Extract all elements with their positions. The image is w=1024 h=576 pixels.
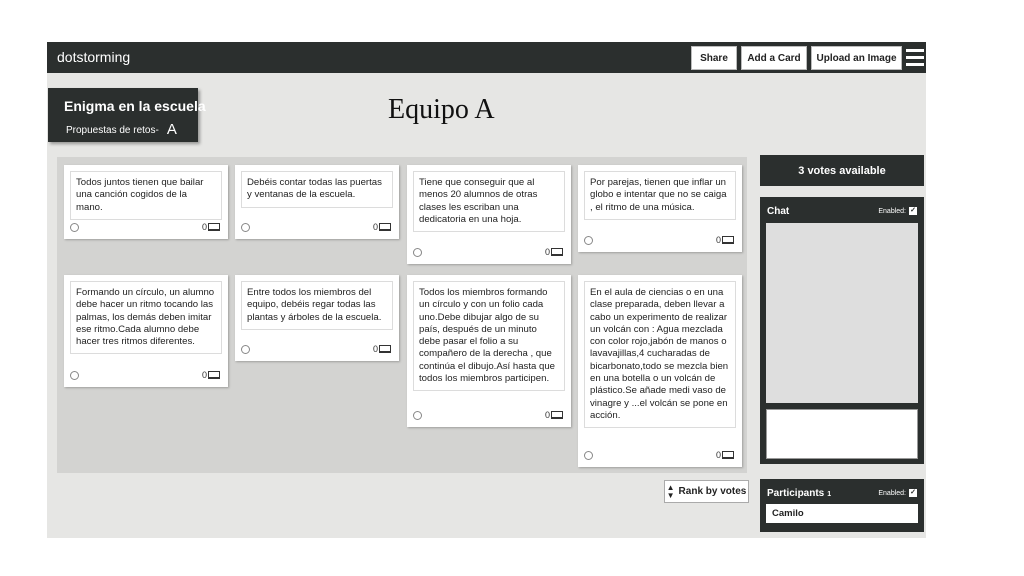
upload-image-button[interactable]: Upload an Image (811, 46, 902, 70)
add-card-button[interactable]: Add a Card (741, 46, 807, 70)
vote-button[interactable] (545, 247, 563, 257)
card-board (57, 157, 747, 473)
card[interactable] (235, 275, 399, 361)
votes-available-badge: 3 votes available (760, 155, 924, 186)
ballot-icon (379, 223, 391, 231)
vote-count: 0 (201, 370, 207, 380)
board-subtitle (66, 120, 177, 137)
card-footer (578, 449, 742, 465)
vote-button[interactable] (373, 344, 391, 354)
board-subtitle-text: Propuestas de retos- (66, 125, 159, 136)
sort-icon: ▲ ▼ (666, 482, 675, 500)
card-footer (64, 369, 228, 385)
vote-button[interactable] (545, 410, 563, 420)
card[interactable] (64, 165, 228, 239)
chat-messages (766, 223, 918, 403)
checkbox-checked-icon[interactable]: ✓ (910, 489, 916, 496)
card-footer (407, 409, 571, 425)
card-text: Entre todos los miembros del equipo, debéis regar todas las plantas y árboles de la escuela. (241, 281, 393, 330)
card-footer (235, 343, 399, 359)
select-radio[interactable] (413, 411, 422, 420)
brand-logo[interactable]: dotstorming (57, 49, 131, 65)
card-text: Por parejas, tienen que inflar un globo e intentar que no se caiga , el ritmo de una música. (584, 171, 736, 220)
board-title-box (48, 88, 206, 142)
select-radio[interactable] (241, 223, 250, 232)
participant-name: Camilo (766, 504, 918, 523)
chat-panel (760, 197, 924, 464)
card-footer (64, 221, 228, 237)
vote-button[interactable] (716, 235, 734, 245)
vote-count: 0 (715, 235, 721, 245)
card[interactable] (64, 275, 228, 387)
card-text: Debéis contar todas las puertas y ventanas de la escuela. (241, 171, 393, 208)
board-title: Enigma en la escuela (64, 98, 206, 114)
ballot-icon (208, 223, 220, 231)
chat-title: Chat (767, 206, 790, 217)
card-footer (235, 221, 399, 237)
ballot-icon (722, 236, 734, 244)
card-text: Formando un círculo, un alumno debe hacer un ritmo tocando las palmas, los demás deben imitar ese ritmo.Cada alumno debe hacer tres ritmos diferentes. (70, 281, 222, 354)
participants-enabled-toggle[interactable] (878, 489, 917, 497)
card[interactable] (578, 165, 742, 252)
vote-count: 0 (544, 410, 550, 420)
rank-by-votes-button[interactable] (664, 480, 749, 503)
card-text: En el aula de ciencias o en una clase preparada, deben llevar a cabo un experimento de realizar un volcán con : Agua mezclada con color rojo,jabón de manos o lavavajillas,4 cucharadas de bicarbonato,todo se mezcla bien en una botella o un volcán de plástico.Se añade medi vaso de vinagre y ...el volcán se pone en acción. (584, 281, 736, 428)
select-radio[interactable] (70, 371, 79, 380)
select-radio[interactable] (584, 451, 593, 460)
participants-title (767, 488, 831, 499)
participants-panel (760, 479, 924, 532)
rank-by-votes-label: Rank by votes (678, 486, 747, 497)
card[interactable] (407, 275, 571, 427)
ballot-icon (551, 248, 563, 256)
vote-button[interactable] (202, 370, 220, 380)
ballot-icon (379, 345, 391, 353)
hamburger-menu-icon[interactable] (906, 49, 924, 66)
participants-count: 1 (827, 491, 832, 498)
vote-count: 0 (372, 344, 378, 354)
card[interactable] (578, 275, 742, 467)
vote-button[interactable] (373, 222, 391, 232)
share-button[interactable]: Share (691, 46, 737, 70)
card-text: Todos juntos tienen que bailar una canción cogidos de la mano. (70, 171, 222, 220)
select-radio[interactable] (241, 345, 250, 354)
card-footer (578, 234, 742, 250)
card[interactable] (235, 165, 399, 239)
chat-input[interactable] (766, 409, 918, 459)
ballot-icon (551, 411, 563, 419)
vote-count: 0 (372, 222, 378, 232)
board-subtitle-letter: A (166, 121, 177, 138)
card-text: Todos los miembros formando un círculo y con un folio cada uno.Debe dibujar algo de su país, después de un minuto debe pasar el folio a su compañero de la derecha , que continúa el dibujo.Así hasta que todos los miembros participen. (413, 281, 565, 391)
vote-count: 0 (544, 247, 550, 257)
checkbox-checked-icon[interactable]: ✓ (910, 207, 916, 214)
vote-count: 0 (715, 450, 721, 460)
chat-enabled-toggle[interactable] (878, 207, 917, 215)
chat-enabled-label: Enabled: (878, 207, 906, 215)
participants-enabled-label: Enabled: (878, 489, 906, 497)
card-footer (407, 246, 571, 262)
card[interactable] (407, 165, 571, 264)
ballot-icon (208, 371, 220, 379)
participants-title-text: Participants (767, 488, 825, 499)
vote-count: 0 (201, 222, 207, 232)
vote-button[interactable] (716, 450, 734, 460)
app-window (47, 42, 926, 538)
card-text: Tiene que conseguir que al menos 20 alumnos de otras clases les escriban una dedicatoria en una hoja. (413, 171, 565, 232)
select-radio[interactable] (584, 236, 593, 245)
select-radio[interactable] (70, 223, 79, 232)
top-bar (47, 42, 926, 73)
vote-button[interactable] (202, 222, 220, 232)
page-title: Equipo A (388, 94, 495, 125)
ballot-icon (722, 451, 734, 459)
select-radio[interactable] (413, 248, 422, 257)
